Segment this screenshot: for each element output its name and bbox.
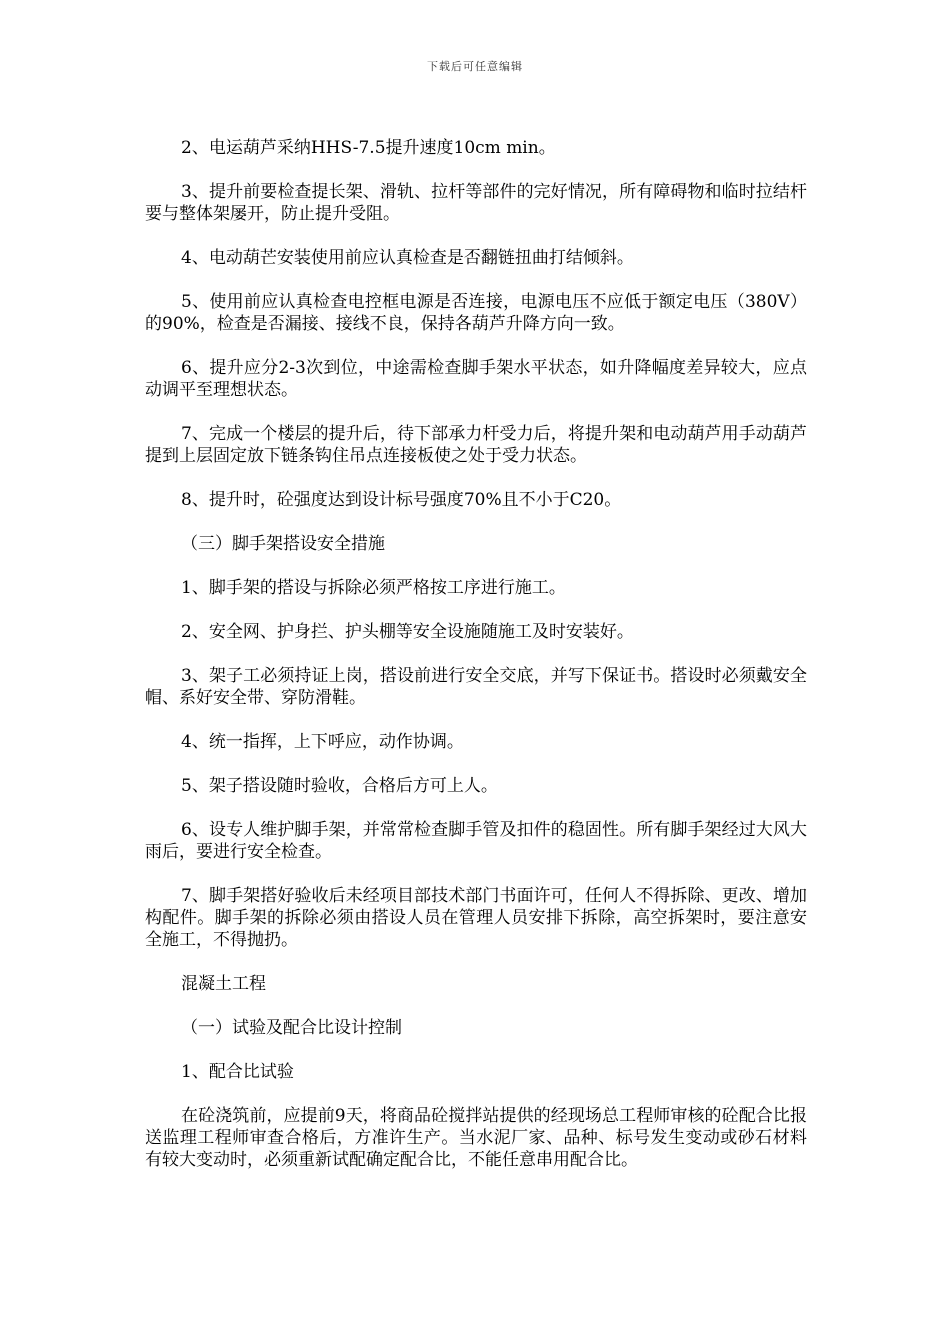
paragraph-scaffold-sequence: 1、脚手架的搭设与拆除必须严格按工序进行施工。: [181, 578, 566, 598]
paragraph-power-check: 5、使用前应认真检查电控框电源是否连接，电源电压不应低于额定电压（380V）的90%，检查是否漏接、接线不良，保持各葫芦升降方向一致。: [145, 292, 807, 334]
document-body: [145, 137, 807, 1193]
section-heading-mix-design: （一）试验及配合比设计控制: [181, 1018, 402, 1038]
paragraph-lift-stages: 6、提升应分2-3次到位，中途需检查脚手架水平状态，如升降幅度差异较大，应点动调平至理想状态。: [145, 358, 807, 400]
paragraph-unified-command: 4、统一指挥，上下呼应，动作协调。: [181, 732, 464, 752]
paragraph-maintenance: 6、设专人维护脚手架，并常常检查脚手管及扣件的稳固性。所有脚手架经过大风大雨后，要进行安全检查。: [145, 820, 807, 862]
paragraph-floor-complete: 7、完成一个楼层的提升后，待下部承力杆受力后，将提升架和电动葫芦用手动葫芦提到上层固定放下链条钩住吊点连接板使之处于受力状态。: [145, 424, 807, 466]
paragraph-concrete-strength: 8、提升时，砼强度达到设计标号强度70%且不小于C20。: [181, 490, 622, 510]
paragraph-mix-approval: 在砼浇筑前，应提前9天，将商品砼搅拌站提供的经现场总工程师审核的砼配合比报送监理工程师审查合格后，方准许生产。当水泥厂家、品种、标号发生变动或砂石材料有较大变动时，必须重新试配确定配合比，不能任意串用配合比。: [145, 1106, 807, 1170]
paragraph-safety-nets: 2、安全网、护身拦、护头棚等安全设施随施工及时安装好。: [181, 622, 634, 642]
section-heading-concrete: 混凝土工程: [181, 974, 266, 994]
paragraph-pre-lift-inspection: 3、提升前要检查提长架、滑轨、拉杆等部件的完好情况，所有障碍物和临时拉结杆要与整体架屡开，防止提升受阻。: [145, 182, 807, 224]
paragraph-hoist-speed: 2、电运葫芦采纳HHS-7.5提升速度10cm min。: [181, 138, 556, 158]
paragraph-acceptance: 5、架子搭设随时验收，合格后方可上人。: [181, 776, 498, 796]
subsection-heading-mix-test: 1、配合比试验: [181, 1062, 294, 1082]
paragraph-hoist-install-check: 4、电动葫芒安装使用前应认真检查是否翻链扭曲打结倾斜。: [181, 248, 634, 268]
paragraph-dismantling: 7、脚手架搭好验收后未经项目部技术部门书面许可，任何人不得拆除、更改、增加构配件。脚手架的拆除必须由搭设人员在管理人员安排下拆除，高空拆架时，要注意安全施工，不得抛扔。: [145, 886, 807, 950]
section-heading-scaffold-safety: （三）脚手架搭设安全措施: [181, 534, 385, 554]
paragraph-certified-workers: 3、架子工必须持证上岗，搭设前进行安全交底，并写下保证书。搭设时必须戴安全帽、系好安全带、穿防滑鞋。: [145, 666, 807, 708]
header-note: 下载后可任意编辑: [427, 60, 523, 73]
